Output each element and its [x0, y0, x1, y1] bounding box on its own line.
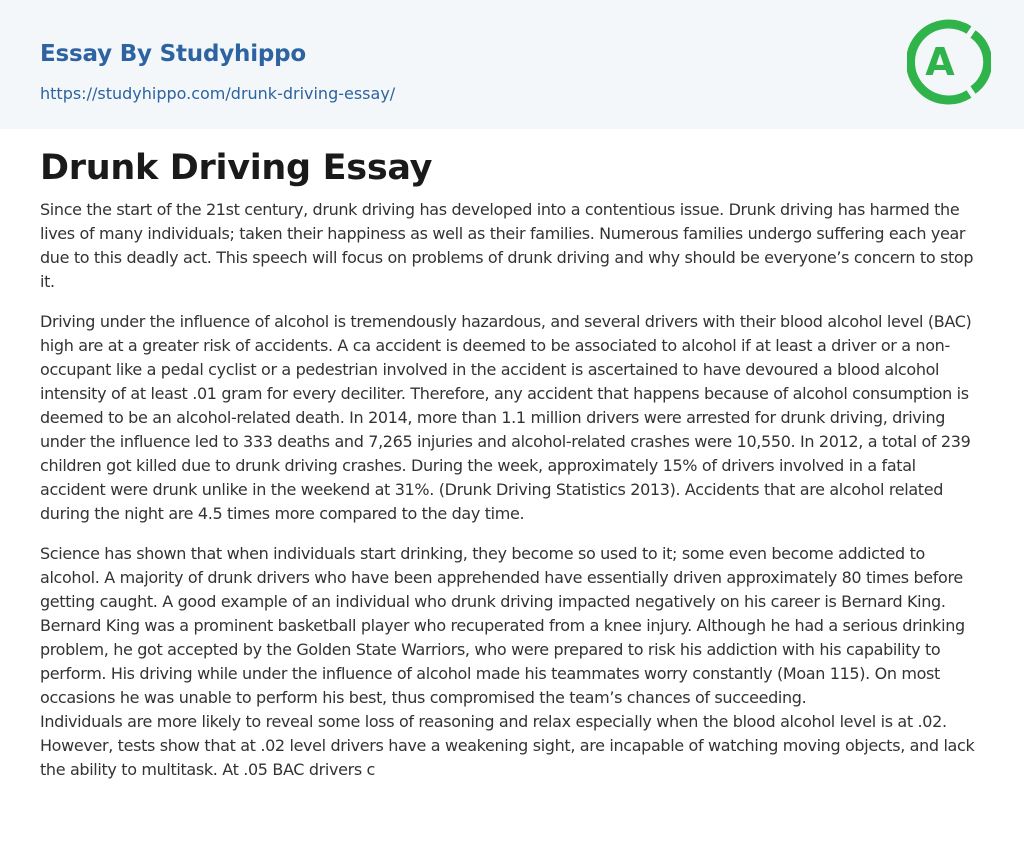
logo-letter: A: [925, 40, 955, 84]
article-paragraph-2: Driving under the influence of alcohol is tremendously hazardous, and several drivers with their blood alcohol level (BAC) high are at a greater risk of accidents. A ca accident is deemed to be associated to alcohol if at least a driver or a non-occupant like a pedal cyclist or a pedestrian involved in the accident is ascertained to have devoured a blood alcohol intensity of at least .01 gram for every deciliter. Therefore, any accident that happens because of alcohol consumption is deemed to be an alcohol-related death. In 2014, more than 1.1 million drivers were arrested for drunk driving, driving under the influence led to 333 deaths and 7,265 injuries and alcohol-related crashes were 10,550. In 2012, a total of 239 children got killed due to drunk driving crashes. During the week, approximately 15% of drivers involved in a fatal accident were drunk unlike in the weekend at 31%. (Drunk Driving Statistics 2013). Accidents that are alcohol related during the night are 4.5 times more compared to the day time.: [40, 312, 972, 523]
article-paragraph-1: Since the start of the 21st century, drunk driving has developed into a contentious issue. Drunk driving has harmed the lives of many individuals; taken their happiness as well as their families. Numerous families undergo suffering each year due to this deadly act. This speech will focus on problems of drunk driving and why should be everyone’s concern to stop it.: [40, 200, 974, 291]
page-url-link[interactable]: https://studyhippo.com/drunk-driving-essay/: [40, 84, 396, 103]
article: [0, 146, 1024, 782]
article-paragraph-4: Individuals are more likely to reveal some loss of reasoning and relax especially when the blood alcohol level is at .02. However, tests show that at .02 level drivers have a weakening sight, are incapable of watching moving objects, and lack the ability to multitask. At .05 BAC drivers c: [40, 712, 975, 779]
site-name[interactable]: Essay By Studyhippo: [40, 41, 307, 67]
article-paragraph-3: Science has shown that when individuals start drinking, they become so used to it; some even become addicted to alcohol. A majority of drunk drivers who have been apprehended have essentially driven approximately 80 times before getting caught. A good example of an individual who drunk driving impacted negatively on his career is Bernard King. Bernard King was a prominent basketball player who recuperated from a knee injury. Although he had a serious drinking problem, he got accepted by the Golden State Warriors, who were prepared to risk his addiction with his capability to perform. His driving while under the influence of alcohol made his teammates worry constantly (Moan 115). On most occasions he was unable to perform his best, thus compromised the team’s chances of succeeding.: [40, 544, 965, 707]
site-header: [0, 0, 1024, 129]
article-title: Drunk Driving Essay: [40, 148, 433, 188]
studyhippo-logo-icon[interactable]: [907, 18, 991, 106]
